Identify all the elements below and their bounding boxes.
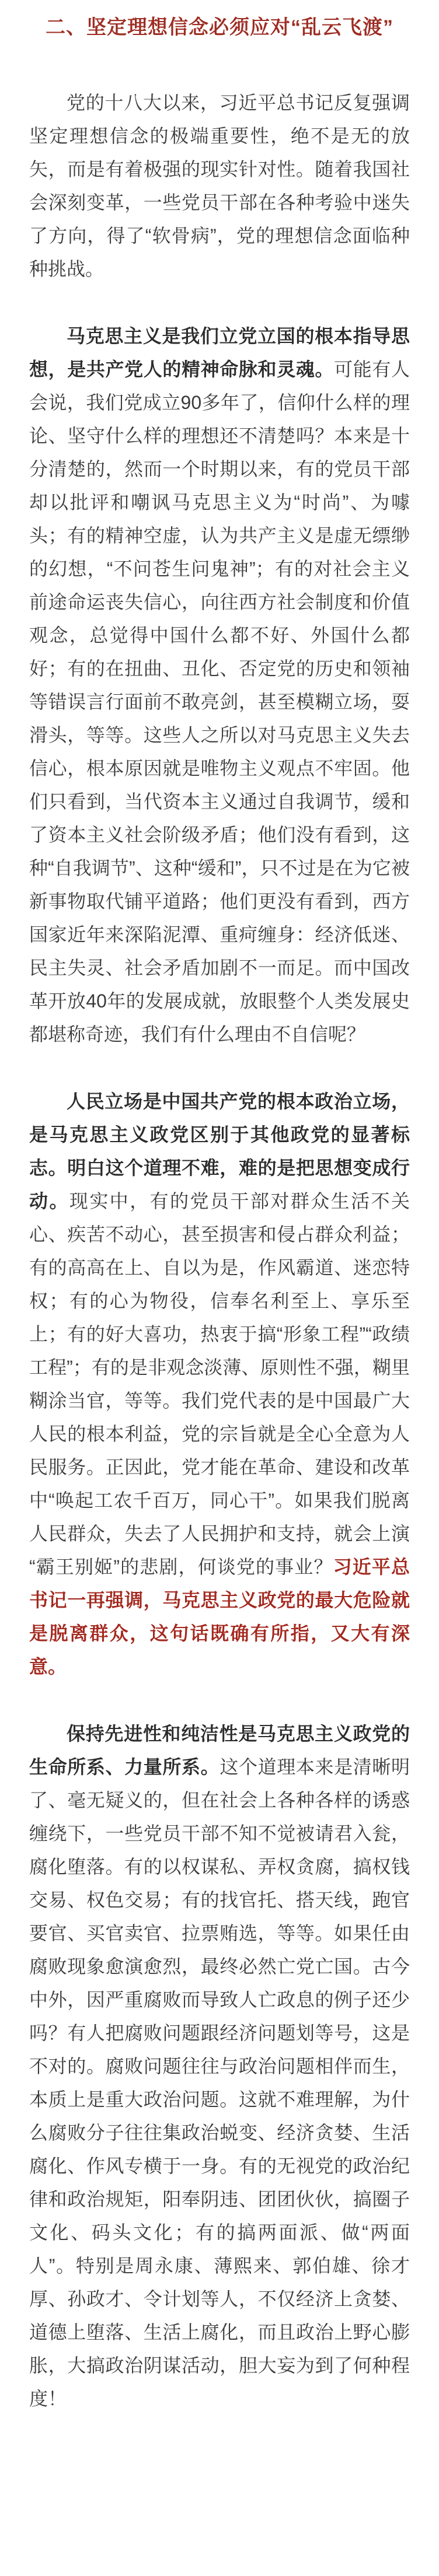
paragraph-2-lead-bold: 马克思主义是我们立党立国的根本指导思想，是共产党人的精神命脉和灵魂。 [29, 326, 410, 380]
paragraph-4 [29, 1717, 410, 2416]
paragraph-3-body-text: 现实中，有的党员干部对群众生活不关心、疾苦不动心，甚至损害和侵占群众利益；有的高高在上、自以为是，作风霸道、迷恋特权；有的心为物役，信奉名利至上、享乐至上；有的好大喜功，热衷于搞“形象工程”“政绩工程”；有的是非观念淡薄、原则性不强，糊里糊涂当官，等等。我们党代表的是中国最广大人民的根本利益，党的宗旨就是全心全意为人民服务。正因此，党才能在革命、建设和改革中“唤起工农千百万，同心干”。如果我们脱离人民群众，失去了人民拥护和支持，就会上演“霸王别姬”的悲剧，何谈党的事业？ [29, 1191, 410, 1577]
paragraph-3-lead-bold: 人民立场是中国共产党的根本政治立场，是马克思主义政党区别于其他政党的显著标志。明白这个道理不难，难的是把思想变成行动。 [29, 1091, 410, 1212]
paragraph-4-body-text: 这个道理本来是清晰明了、毫无疑义的，但在社会上各种各样的诱惑缠绕下，一些党员干部不知不觉被请君入瓮，腐化堕落。有的以权谋私、弄权贪腐，搞权钱交易、权色交易；有的找官托、搭天线，跑官要官、买官卖官、拉票贿选，等等。如果任由腐败现象愈演愈烈，最终必然亡党亡国。古今中外，因严重腐败而导致人亡政息的例子还少吗？有人把腐败问题跟经济问题划等号，这是不对的。腐败问题往往与政治问题相伴而生，本质上是重大政治问题。这就不难理解，为什么腐败分子往往集政治蜕变、经济贪婪、生活腐化、作风专横于一身。有的无视党的政治纪律和政治规矩，阳奉阴违、团团伙伙，搞圈子文化、码头文化；有的搞两面派、做“两面人”。特别是周永康、薄熙来、郭伯雄、徐才厚、孙政才、令计划等人，不仅经济上贪婪、道德上堕落、生活上腐化，而且政治上野心膨胀，大搞政治阴谋活动，胆大妄为到了何种程度！ [29, 1756, 410, 2409]
paragraph-3-red-emphasis: 习近平总书记一再强调，马克思主义政党的最大危险就是脱离群众，这句话既确有所指，又大有深意。 [29, 1556, 410, 1677]
paragraph-1-body-text: 党的十八大以来，习近平总书记反复强调坚定理想信念的极端重要性，绝不是无的放矢，而是有着极强的现实针对性。随着我国社会深刻变革，一些党员干部在各种考验中迷失了方向，得了“软骨病”，党的理想信念面临种种挑战。 [29, 92, 410, 279]
paragraph-4-lead-bold: 保持先进性和纯洁性是马克思主义政党的生命所系、力量所系。 [29, 1723, 410, 1777]
section-title: 二、坚定理想信念必须应对“乱云飞渡” [46, 16, 393, 38]
paragraph-1 [29, 86, 410, 286]
paragraph-2-body-text: 可能有人会说，我们党成立90多年了，信仰什么样的理论、坚守什么样的理想还不清楚吗？本来是十分清楚的，然而一个时期以来，有的党员干部却以批评和嘲讽马克思主义为“时尚”、为噱头；有的精神空虚，认为共产主义是虚无缥缈的幻想，“不问苍生问鬼神”；有的对社会主义前途命运丧失信心，向往西方社会制度和价值观念，总觉得中国什么都不好、外国什么都好；有的在扭曲、丑化、否定党的历史和领袖等错误言行面前不敢亮剑，甚至模糊立场，耍滑头，等等。这些人之所以对马克思主义失去信心，根本原因就是唯物主义观点不牢固。他们只看到，当代资本主义通过自我调节，缓和了资本主义社会阶级矛盾；他们没有看到，这种“自我调节”、这种“缓和”，只不过是在为它被新事物取代铺平道路；他们更没有看到，西方国家近年来深陷泥潭、重疴缠身：经济低迷、民主失灵、社会矛盾加剧不一而足。而中国改革开放40年的发展成就，放眼整个人类发展史都堪称奇迹，我们有什么理由不自信呢？ [29, 359, 410, 1045]
paragraph-3 [29, 1085, 410, 1684]
paragraph-2 [29, 320, 410, 1051]
